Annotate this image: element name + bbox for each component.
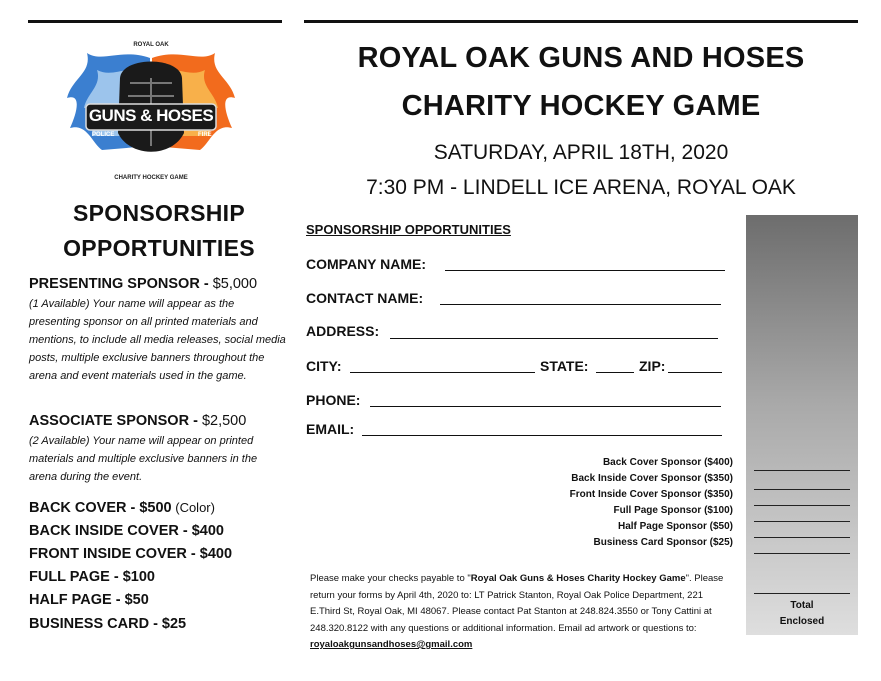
option-half-page: Half Page Sponsor ($50)	[617, 521, 733, 532]
total-label-line2: Enclosed	[779, 616, 825, 627]
zip-field[interactable]	[668, 372, 722, 373]
zip-label: ZIP:	[639, 358, 666, 374]
associate-sponsor-name: ASSOCIATE SPONSOR -	[29, 413, 202, 429]
level-label: BUSINESS CARD - $25	[29, 616, 187, 632]
presenting-sponsor-name: PRESENTING SPONSOR -	[29, 276, 213, 292]
guns-and-hoses-logo	[62, 38, 240, 188]
phone-label: PHONE:	[306, 392, 361, 408]
total-enclosed-label	[746, 598, 858, 630]
level-business-card	[29, 616, 186, 632]
logo-top-text: ROYAL OAK	[133, 42, 169, 48]
contact-name-label: CONTACT NAME:	[306, 290, 424, 306]
payment-instructions	[310, 571, 730, 654]
associate-sponsor-heading	[29, 413, 246, 429]
form-heading: SPONSORSHIP OPPORTUNITIES	[306, 222, 511, 237]
option-front-inside-cover: Front Inside Cover Sponsor ($350)	[569, 489, 733, 500]
left-title-line1: SPONSORSHIP	[72, 200, 245, 226]
notes-text-2: ". Please return your forms by April 4th, 2020 to: LT Patrick Stanton, Royal Oak Police Department, 221 E.Third St, Royal Oak, MI 48067. Please contact Pat Stanton at 248.824.3550 or Tony Cattini at 248.320.8122 with any questions or additional information. Email ad artwork or questions to:	[310, 573, 724, 634]
level-label: BACK COVER - $500	[29, 500, 172, 516]
logo-main-text: GUNS & HOSES	[88, 106, 214, 125]
level-label: FRONT INSIDE COVER - $400	[29, 546, 233, 562]
amount-line-half-page[interactable]	[754, 537, 850, 538]
logo-police-text: POLICE	[92, 132, 115, 138]
left-top-rule	[28, 20, 282, 23]
level-note: (Color)	[171, 500, 215, 515]
level-label: HALF PAGE - $50	[29, 592, 149, 608]
contact-email-link[interactable]: royaloakgunsandhoses@gmail.com	[310, 639, 473, 650]
company-name-field[interactable]	[445, 270, 725, 271]
notes-text-1: Please make your checks payable to "	[310, 573, 471, 584]
payee-name: Royal Oak Guns & Hoses Charity Hockey Game	[470, 573, 686, 584]
state-field[interactable]	[596, 372, 634, 373]
right-top-rule	[304, 20, 858, 23]
level-back-cover	[29, 500, 215, 516]
level-half-page	[29, 592, 149, 608]
event-time-place: 7:30 PM - LINDELL ICE ARENA, ROYAL OAK	[366, 176, 796, 199]
level-label: FULL PAGE - $100	[29, 569, 155, 585]
company-name-label: COMPANY NAME:	[306, 256, 427, 272]
left-title-line2: OPPORTUNITIES	[63, 235, 255, 261]
level-front-inside-cover	[29, 546, 232, 562]
event-date: SATURDAY, APRIL 18TH, 2020	[433, 141, 729, 164]
city-field[interactable]	[350, 372, 535, 373]
amount-line-full-page[interactable]	[754, 521, 850, 522]
option-back-cover: Back Cover Sponsor ($400)	[602, 457, 733, 468]
logo-bottom-text: CHARITY HOCKEY GAME	[114, 175, 188, 181]
email-label: EMAIL:	[306, 421, 355, 437]
contact-name-field[interactable]	[440, 304, 721, 305]
option-business-card: Business Card Sponsor ($25)	[593, 537, 733, 548]
amount-line-back-cover[interactable]	[754, 470, 850, 471]
event-title-line1: ROYAL OAK GUNS AND HOSES	[357, 42, 805, 74]
event-title-line2: CHARITY HOCKEY GAME	[401, 90, 761, 122]
presenting-sponsor-description: (1 Available) Your name will appear as the presenting sponsor on all printed materials and mentions, to include all media releases, social media posts, multiple exclusive banners throughout the arena and event materials used in the game.	[29, 298, 286, 382]
email-field[interactable]	[362, 435, 722, 436]
level-label: BACK INSIDE COVER - $400	[29, 523, 224, 539]
amount-line-back-inside-cover[interactable]	[754, 489, 850, 490]
amount-line-business-card[interactable]	[754, 553, 850, 554]
associate-sponsor-price: $2,500	[201, 413, 247, 429]
phone-field[interactable]	[370, 406, 721, 407]
city-label: CITY:	[306, 358, 342, 374]
associate-sponsor-description: (2 Available) Your name will appear on printed materials and multiple exclusive banners in the arena during the event.	[29, 435, 258, 483]
address-label: ADDRESS:	[306, 323, 380, 339]
total-enclosed-line[interactable]	[754, 593, 850, 594]
total-label-line1: Total	[790, 600, 814, 611]
logo-fire-text: FIRE	[198, 132, 212, 138]
address-field[interactable]	[390, 338, 718, 339]
presenting-sponsor-price: $5,000	[212, 276, 258, 292]
level-back-inside-cover	[29, 523, 224, 539]
option-full-page: Full Page Sponsor ($100)	[613, 505, 733, 516]
amount-column	[746, 215, 858, 635]
presenting-sponsor-heading	[29, 276, 257, 292]
option-back-inside-cover: Back Inside Cover Sponsor ($350)	[571, 473, 733, 484]
level-full-page	[29, 569, 155, 585]
state-label: STATE:	[540, 358, 589, 374]
amount-line-front-inside-cover[interactable]	[754, 505, 850, 506]
